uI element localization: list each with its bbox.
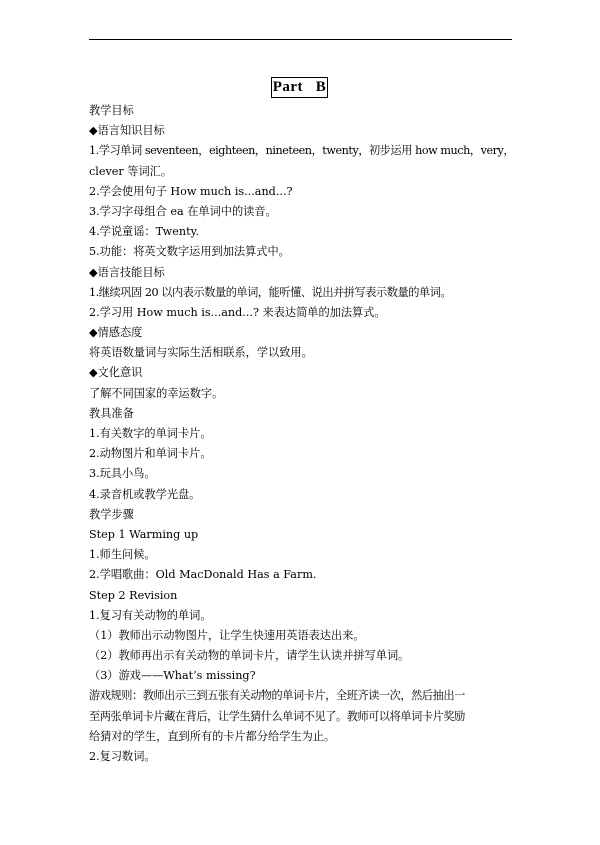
heading-teaching-steps: 教学步骤 <box>89 507 134 521</box>
subheading-language-knowledge: ◆语言知识目标 <box>89 124 165 138</box>
text-line: 4.录音机或教学光盘。 <box>89 487 201 501</box>
text-line: 2.学会使用句子 How much is...and...? <box>89 184 293 198</box>
subheading-emotional-attitude: ◆情感态度 <box>89 326 143 340</box>
text-line: 1.学习单词 seventeen，eighteen，nineteen，twenty，初步运用 how much，very， <box>89 144 514 158</box>
heading-teaching-aids: 教具准备 <box>89 406 134 420</box>
document-body <box>89 101 514 767</box>
text-line: 了解不同国家的幸运数字。 <box>89 386 224 400</box>
text-line: 1.继续巩固 20 以内表示数量的单词，能听懂、说出并拼写表示数量的单词。 <box>89 285 452 299</box>
text-line: 3.玩具小鸟。 <box>89 467 156 481</box>
text-line: clever 等词汇。 <box>89 164 173 178</box>
header-rule <box>89 39 512 40</box>
text-line: 2.学习用 How much is...and...? 来表达简单的加法算式。 <box>89 305 386 319</box>
text-line: （2）教师再出示有关动物的单词卡片，请学生认读并拼写单词。 <box>89 649 410 663</box>
step-heading: Step 1 Warming up <box>89 527 199 541</box>
text-line: 游戏规则：教师出示三到五张有关动物的单词卡片，全班齐读一次，然后抽出一 <box>89 689 465 703</box>
text-line: 4.学说童谣：Twenty. <box>89 225 199 239</box>
text-line: 1.复习有关动物的单词。 <box>89 608 212 622</box>
subheading-language-skills: ◆语言技能目标 <box>89 265 165 279</box>
text-line: 1.有关数字的单词卡片。 <box>89 427 212 440</box>
text-line: 2.复习数词。 <box>89 750 156 763</box>
subheading-cultural-awareness: ◆文化意识 <box>89 366 143 380</box>
text-line: 3.学习字母组合 ea 在单词中的读音。 <box>89 204 277 218</box>
section-title: Part B <box>271 77 328 98</box>
text-line: （3）游戏——What’s missing? <box>89 669 256 683</box>
step-heading: Step 2 Revision <box>89 588 178 602</box>
text-line: 给猜对的学生，直到所有的卡片都分给学生为止。 <box>89 729 336 743</box>
text-line: 5.功能：将英文数字运用到加法算式中。 <box>89 245 290 259</box>
text-line: 1.师生问候。 <box>89 548 156 562</box>
heading-teaching-objectives: 教学目标 <box>89 104 134 117</box>
text-line: 至两张单词卡片藏在背后，让学生猜什么单词不见了。教师可以将单词卡片奖励 <box>89 709 465 723</box>
text-line: 2.学唱歌曲：Old MacDonald Has a Farm. <box>89 568 317 582</box>
text-line: 2.动物图片和单词卡片。 <box>89 447 212 461</box>
text-line: 将英语数量词与实际生活相联系，学以致用。 <box>89 346 313 360</box>
text-line: （1）教师出示动物图片，让学生快速用英语表达出来。 <box>89 628 365 642</box>
